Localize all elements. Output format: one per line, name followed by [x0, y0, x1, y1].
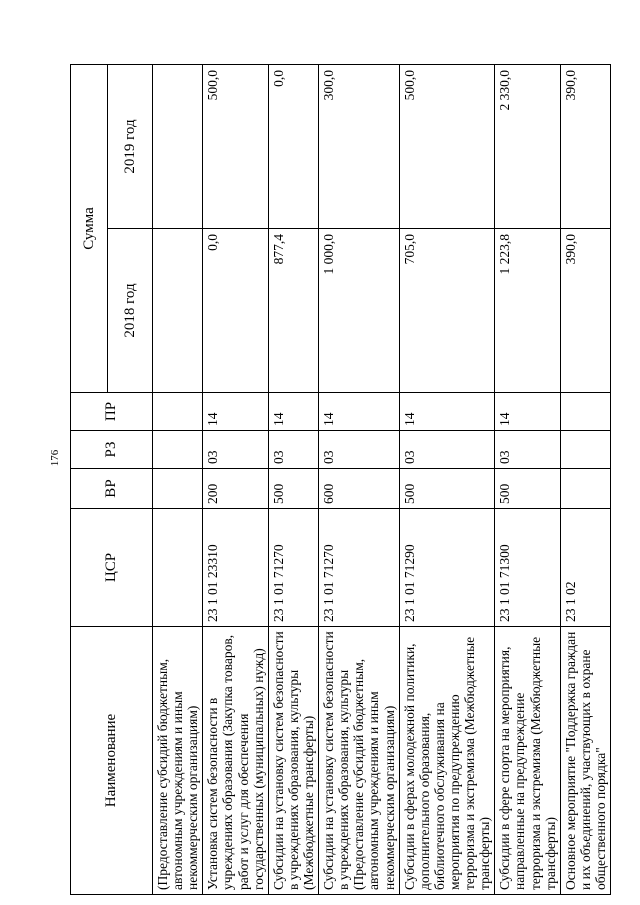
row-2018 [153, 229, 203, 393]
row-name: Основное мероприятие "Поддержка граждан и их объединений, участвующих в охране общественного порядка" [560, 627, 610, 895]
row-rz: 03 [319, 431, 400, 469]
header-2018: 2018 год [108, 229, 153, 393]
header-pr: ПР [71, 393, 153, 431]
row-rz [560, 431, 610, 469]
budget-table-sheet [70, 65, 608, 895]
row-2018: 1 223,8 [495, 229, 560, 393]
row-rz [153, 431, 203, 469]
row-csr [153, 509, 203, 627]
budget-table [70, 64, 611, 895]
row-vr: 500 [495, 469, 560, 509]
row-rz: 03 [399, 431, 495, 469]
table-row [203, 64, 268, 894]
row-2019: 0,0 [268, 64, 318, 228]
row-vr: 600 [319, 469, 400, 509]
row-name: Субсидии в сфере спорта на мероприятия, направленные на предупреждение терроризма и экстремизма (Межбюджетные трансферты) [495, 627, 560, 895]
row-2018: 705,0 [399, 229, 495, 393]
table-row [495, 64, 560, 894]
header-sum: Сумма [71, 64, 108, 392]
table-row [399, 64, 495, 894]
row-vr: 500 [399, 469, 495, 509]
row-2018: 0,0 [203, 229, 268, 393]
row-2018: 1 000,0 [319, 229, 400, 393]
row-csr: 23 1 01 71290 [399, 509, 495, 627]
row-2018: 877,4 [268, 229, 318, 393]
row-2019 [153, 64, 203, 228]
row-pr: 14 [203, 393, 268, 431]
row-csr: 23 1 01 71300 [495, 509, 560, 627]
header-csr: ЦСР [71, 509, 153, 627]
row-pr: 14 [268, 393, 318, 431]
row-rz: 03 [495, 431, 560, 469]
row-pr: 14 [399, 393, 495, 431]
row-pr [560, 393, 610, 431]
row-name: Установка систем безопасности в учреждениях образования (Закупка товаров, работ и услуг для обеспечения государственных (муниципальных) нужд) [203, 627, 268, 895]
row-2019: 500,0 [203, 64, 268, 228]
row-name: Субсидии на установку систем безопасности в учреждениях образования, культуры (Межбюджетные трансферты) [268, 627, 318, 895]
row-pr: 14 [495, 393, 560, 431]
row-vr: 500 [268, 469, 318, 509]
table-row [153, 64, 203, 894]
header-2019: 2019 год [108, 64, 153, 228]
row-csr: 23 1 01 71270 [268, 509, 318, 627]
row-rz: 03 [203, 431, 268, 469]
row-pr [153, 393, 203, 431]
header-name: Наименование [71, 627, 153, 895]
row-name: Субсидии на установку систем безопасности в учреждениях образования, культуры (Предоставление субсидий бюджетным, автономным учреждениям и иным некоммерческим организациям) [319, 627, 400, 895]
row-vr [560, 469, 610, 509]
row-2019: 500,0 [399, 64, 495, 228]
row-vr [153, 469, 203, 509]
table-row [268, 64, 318, 894]
row-csr: 23 1 02 [560, 509, 610, 627]
page-number: 176 [49, 449, 61, 467]
row-2018: 390,0 [560, 229, 610, 393]
row-name: (Предоставление субсидий бюджетным, автономным учреждениям и иным некоммерческим организациям) [153, 627, 203, 895]
row-2019: 2 330,0 [495, 64, 560, 228]
row-csr: 23 1 01 71270 [319, 509, 400, 627]
row-pr: 14 [319, 393, 400, 431]
row-name: Субсидии в сферах молодежной политики, дополнительного образования, библиотечного обслуживания на мероприятия по предупреждению терроризма и экстремизма (Межбюджетные трансферты) [399, 627, 495, 895]
table-row [319, 64, 400, 894]
row-csr: 23 1 01 23310 [203, 509, 268, 627]
row-vr: 200 [203, 469, 268, 509]
row-rz: 03 [268, 431, 318, 469]
header-vr: ВР [71, 469, 153, 509]
header-rz: РЗ [71, 431, 153, 469]
row-2019: 300,0 [319, 64, 400, 228]
table-row [560, 64, 610, 894]
rotated-area [70, 65, 608, 895]
row-2019: 390,0 [560, 64, 610, 228]
